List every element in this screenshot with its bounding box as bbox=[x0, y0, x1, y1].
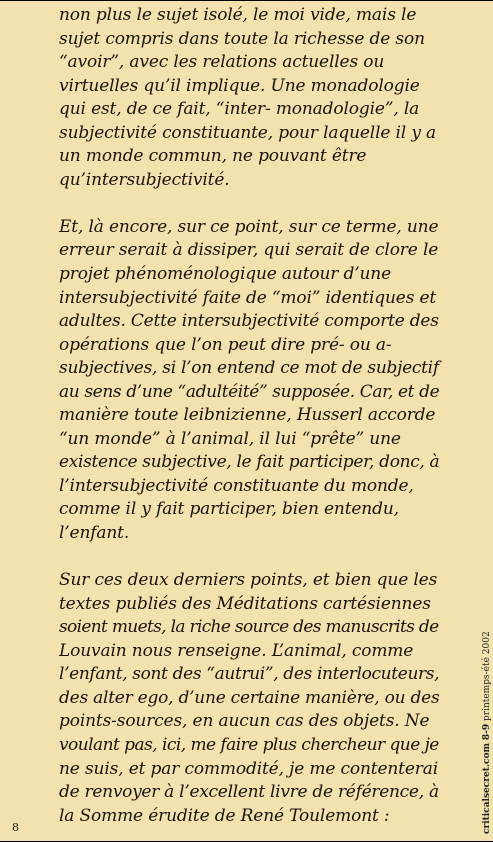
text-line: voulant pas, ici, me faire plus chercheur que je bbox=[59, 734, 439, 755]
text-line: adultes. Cette intersubjectivité comporte des bbox=[59, 311, 439, 332]
text-line: qu’intersubjectivité. bbox=[59, 169, 230, 190]
text-line: l’intersubjectivité constituante du monde, bbox=[59, 475, 414, 496]
text-line: des alter ego, d’une certaine manière, ou des bbox=[59, 687, 440, 708]
paragraph-3 bbox=[59, 569, 439, 828]
text-line: soient muets, la riche source des manuscrits de bbox=[59, 617, 439, 638]
text-line: existence subjective, le fait participer, donc, à bbox=[59, 452, 440, 473]
text-line: virtuelles qu’il implique. Une monadologie bbox=[59, 75, 420, 96]
text-line: intersubjectivité faite de “moi” identiques et bbox=[59, 287, 437, 308]
text-line: comme il y fait participer, bien entendu, bbox=[59, 499, 399, 520]
text-line: Louvain nous renseigne. L’animal, comme bbox=[59, 640, 414, 661]
top-border bbox=[0, 0, 493, 1]
text-line: non plus le sujet isolé, le moi vide, mais le bbox=[59, 5, 417, 25]
text-line: “avoir”, avec les relations actuelles ou bbox=[59, 52, 385, 73]
text-line: de renvoyer à l’excellent livre de référence, à bbox=[59, 782, 439, 803]
text-line: Sur ces deux derniers points, et bien que les bbox=[59, 570, 438, 591]
body-text bbox=[59, 4, 439, 828]
text-line: sujet compris dans toute la richesse de son bbox=[59, 28, 425, 49]
paragraph-gap bbox=[59, 192, 439, 216]
text-line: “un monde” à l’animal, il lui “prête” une bbox=[59, 428, 401, 449]
credit-site: criticalsecret.com bbox=[482, 743, 492, 834]
text-line: subjectives, si l’on entend ce mot de subjectif bbox=[59, 358, 439, 379]
credit-issue: 8-9 bbox=[482, 723, 492, 741]
text-line: points-sources, en aucun cas des objets. Ne bbox=[59, 711, 430, 732]
text-line: qui est, de ce fait, “inter- monadologie”, la bbox=[59, 99, 420, 120]
paragraph-2 bbox=[59, 216, 439, 546]
text-line: l’enfant, sont des “autrui”, des interlocuteurs, bbox=[59, 664, 440, 685]
text-line: textes publiés des Méditations cartésiennes bbox=[59, 593, 431, 614]
text-line: l’enfant. bbox=[59, 523, 130, 544]
side-credit bbox=[482, 631, 492, 834]
text-line: au sens d’une “adultéité” supposée. Car, et de bbox=[59, 381, 440, 402]
credit-season: printemps-été 2002 bbox=[482, 631, 492, 721]
text-line: la Somme érudite de René Toulemont : bbox=[59, 805, 390, 826]
page-number: 8 bbox=[12, 821, 19, 834]
text-line: subjectivité constituante, pour laquelle il y a bbox=[59, 122, 437, 143]
paragraph-1 bbox=[59, 4, 439, 192]
text-line: un monde commun, ne pouvant être bbox=[59, 146, 367, 167]
text-line: projet phénoménologique autour d’une bbox=[59, 264, 392, 285]
text-line: Et, là encore, sur ce point, sur ce terme, une bbox=[59, 216, 439, 237]
text-line: manière toute leibnizienne, Husserl accorde bbox=[59, 405, 436, 426]
text-line: opérations que l’on peut dire pré- ou a- bbox=[59, 334, 392, 355]
text-line: ne suis, et par commodité, je me contenterai bbox=[59, 758, 439, 779]
paragraph-gap bbox=[59, 546, 439, 570]
text-line: erreur serait à dissiper, qui serait de clore le bbox=[59, 240, 439, 261]
